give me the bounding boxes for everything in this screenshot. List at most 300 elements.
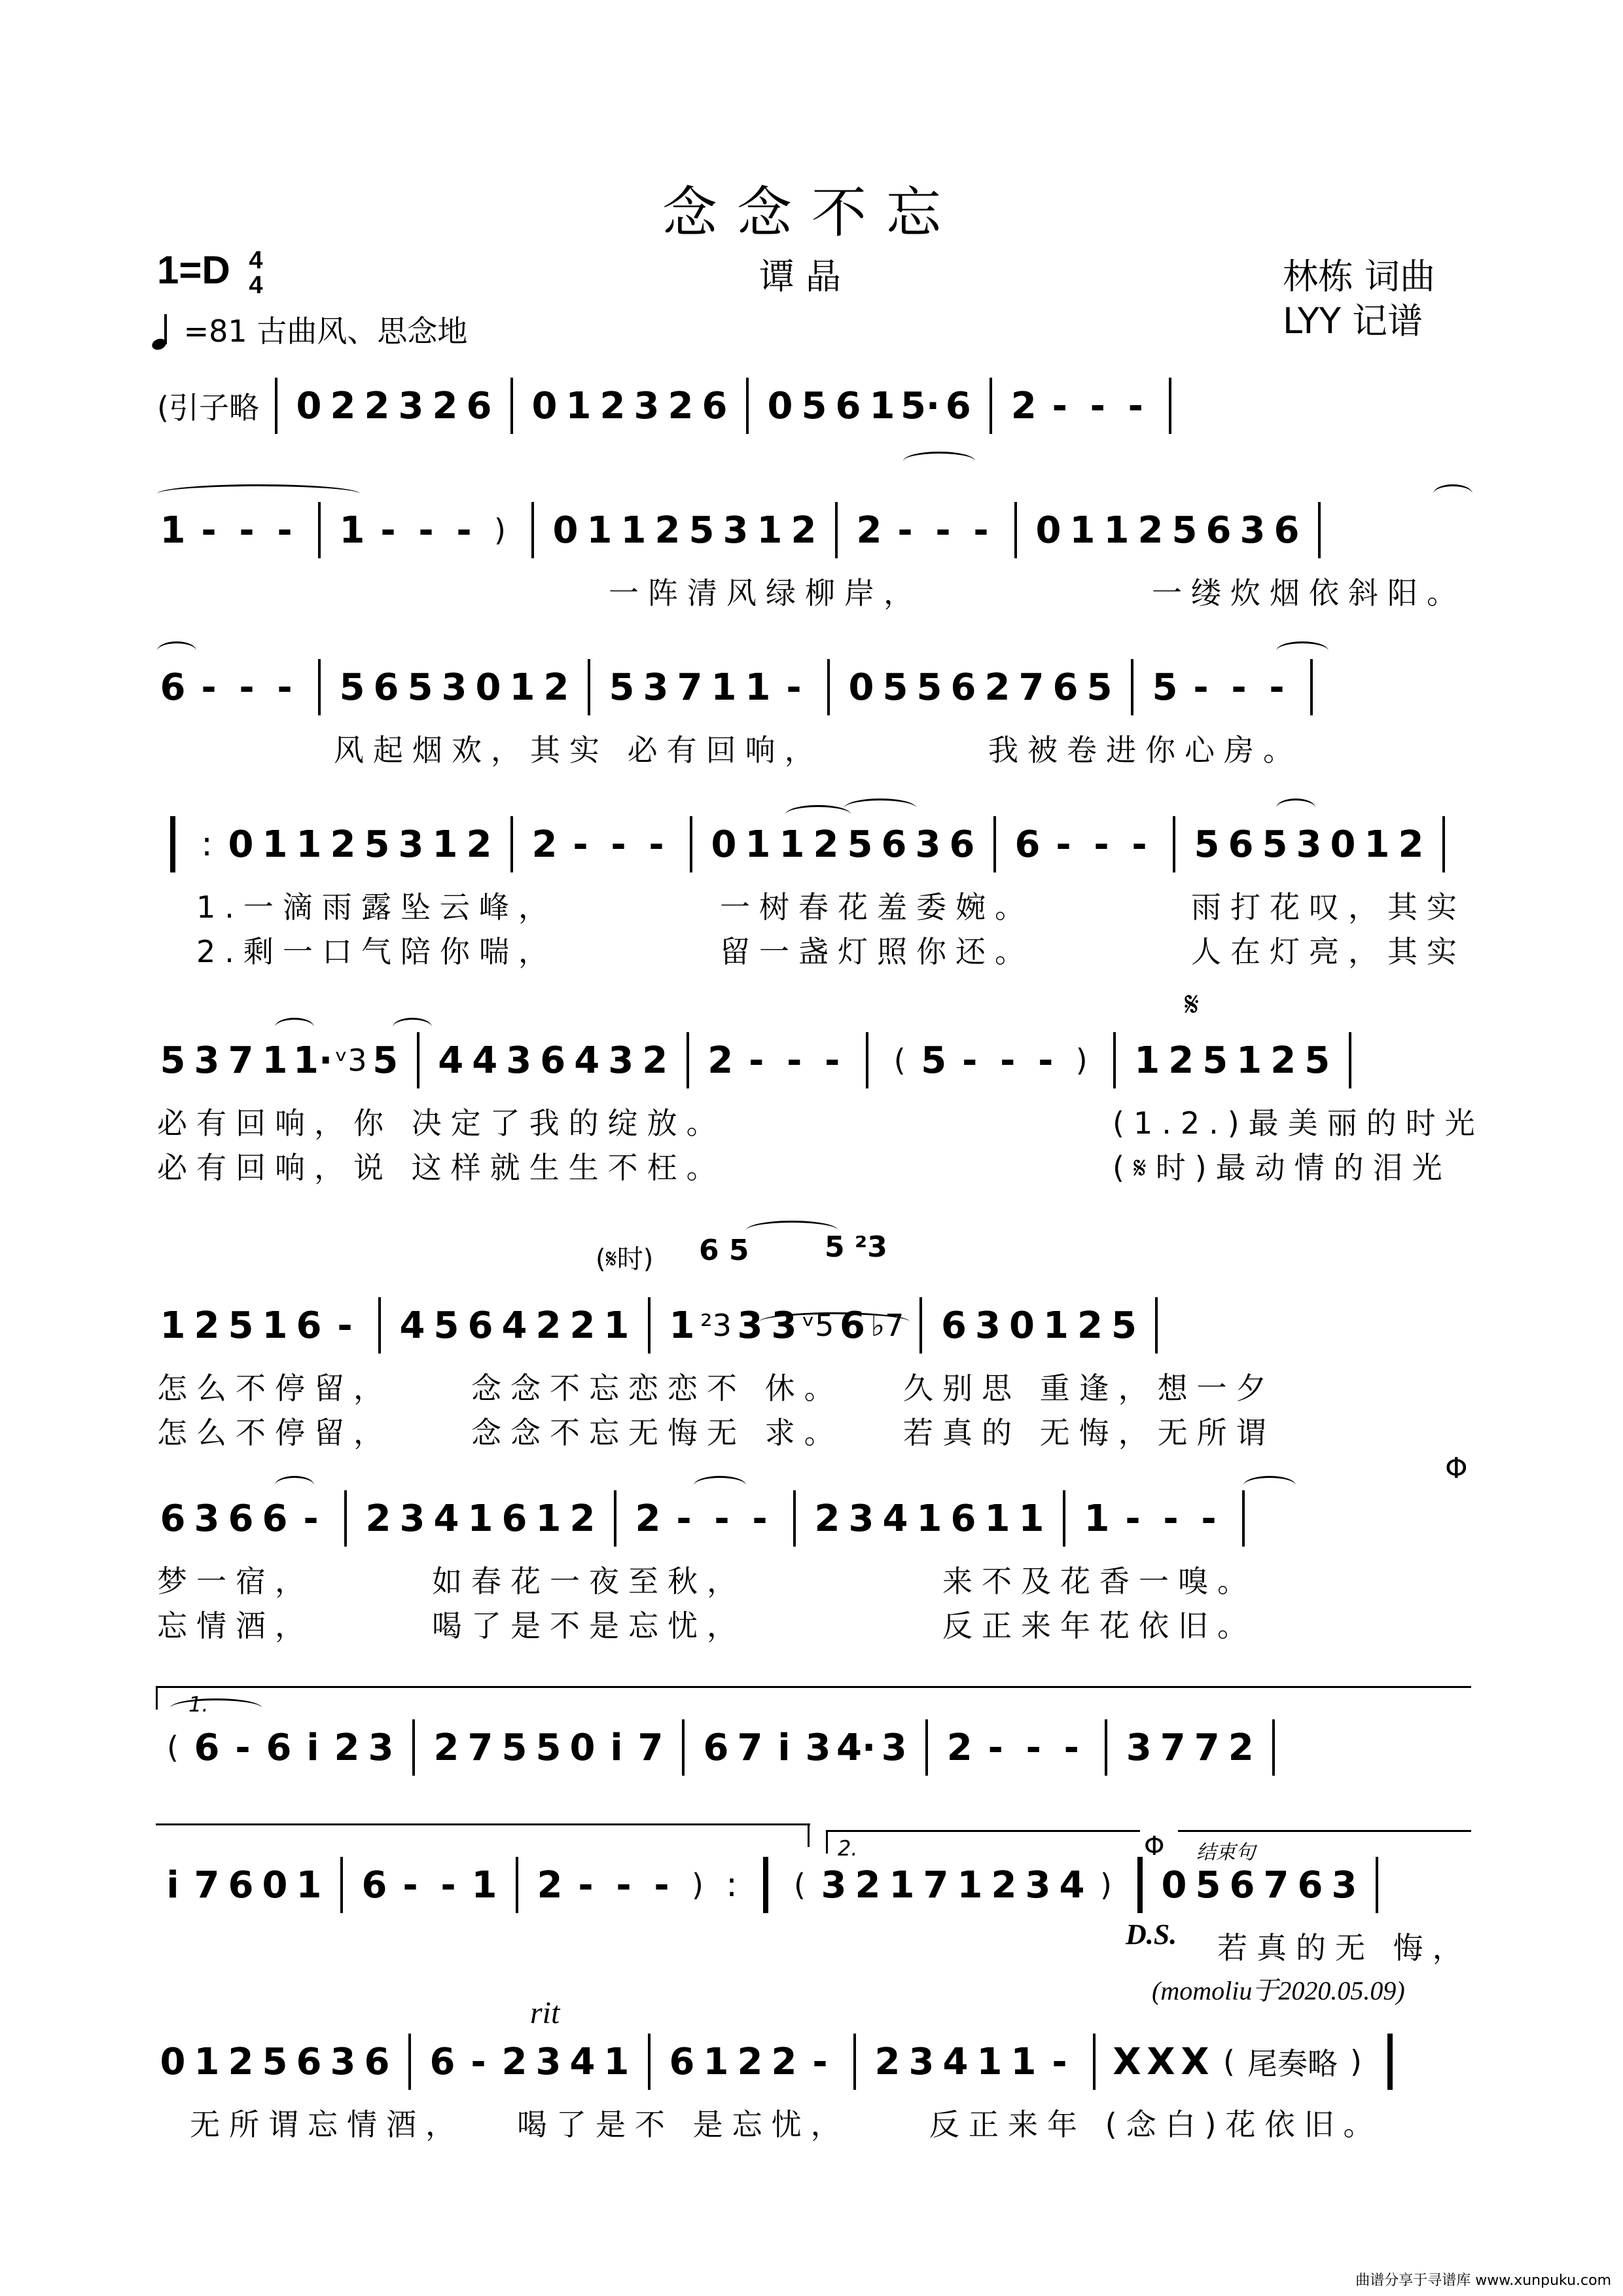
note: 7 [1194,1726,1220,1769]
note: 2 [874,2040,901,2083]
note: 1 [669,1304,695,1347]
lyric-line: 念念不忘无悔无 求。 [471,1415,844,1450]
note: 0 [1161,1863,1187,1907]
note: 6 [296,1304,322,1347]
note: 5 [882,666,908,709]
note: 1 [1364,823,1390,866]
note: 1 [984,1497,1010,1540]
lyric-line: 一树春花羞委婉。 [720,889,1034,925]
bar-line [318,502,321,558]
bar-line [1169,378,1171,434]
sustain-dash: - [235,1726,251,1769]
note: 3 [330,2040,356,2083]
note: ) [1075,1043,1088,1078]
lyric-line: 雨打花叹，其实 [1191,889,1466,925]
note: 6 [702,384,728,427]
lyric-line: 如春花一夜至秋， [432,1564,746,1599]
time-signature [249,248,262,298]
volta-2-line [826,1830,1140,1832]
sustain-dash: - [935,509,951,552]
note: 3 [368,1726,394,1769]
note-sequence [156,1028,1471,1093]
note: 5 [1086,666,1113,709]
bar-line [1105,1719,1107,1776]
lyric-line: 人在灯亮，其实 [1191,934,1466,969]
note: 1 [509,666,535,709]
note: 4 [574,1039,600,1082]
note: 2 [1077,1304,1103,1347]
note: 1 [262,1304,288,1347]
lyric-line: 喝了是不 是忘忧， [517,2107,850,2142]
note: 0 [1008,1304,1035,1347]
note: 3 [881,1726,907,1769]
note: 5 [372,1039,399,1082]
note: 2 [535,1304,562,1347]
tempo-text: =81 古曲风、思念地 [183,314,468,349]
slur-arc [1243,1476,1296,1495]
note: 1 [1069,509,1096,552]
note: ᵛ5 [802,1308,834,1343]
sustain-dash: - [1026,1726,1041,1769]
note: 3 [974,1304,1001,1347]
note: 0 [262,1863,288,1907]
bar-line [588,659,590,715]
sustain-dash: - [380,509,396,552]
note: 2 [334,1726,360,1769]
score-line-9 [156,1852,1471,1918]
note-sequence [156,1486,1471,1551]
sustain-dash: - [239,509,255,552]
note: 6 [228,1497,254,1540]
note: 6 [467,1304,493,1347]
note: 3 [915,823,941,866]
sustain-dash: - [456,509,472,552]
note-sequence [156,373,1471,439]
note: 0 [569,1726,596,1769]
volta-2-hook [826,1830,828,1854]
lyric-line: 我被卷进你心房。 [988,732,1302,768]
note: X [1113,2040,1141,2083]
note: 2 [330,384,356,427]
time-bottom: 4 [249,272,263,300]
sustain-dash: - [1125,1497,1141,1540]
note: 5 [921,1039,947,1082]
note: 4 [501,1304,527,1347]
note: 2 [433,1726,459,1769]
quarter-note-icon [151,312,174,351]
lyric-line: 若真的 无悔，无所谓 [903,1415,1275,1450]
note: 1 [160,509,186,552]
note: i [777,1726,791,1769]
note: 7 [637,1726,664,1769]
note: ♭7 [870,1308,904,1343]
note: 1 [471,1863,497,1907]
note: 1 [339,509,365,552]
note: 6 [364,2040,390,2083]
note: 2 [194,1304,220,1347]
bar-line [1113,1032,1116,1088]
note: 3 [821,1863,847,1907]
site-footer: 曲谱分享于寻谱库 www.xunpuku.com [1355,2272,1611,2289]
lyric-line: 喝了是不是忘忧， [432,1608,746,1643]
note: 3 [608,1039,634,1082]
note: 5 [1111,1304,1137,1347]
note-sequence [156,497,1471,563]
note: 0 [711,823,737,866]
note: 7 [194,1863,220,1907]
bar-line [1442,816,1445,872]
note: 6 [296,2040,322,2083]
lyric-line: 必有回响，你 决定了我的绽放。 [157,1105,726,1141]
note: 0 [1035,509,1061,552]
singer: 谭 晶 [759,256,842,297]
note: 2 [946,1726,972,1769]
note: 6 [373,666,399,709]
slur-arc [746,1221,838,1240]
sustain-dash: - [973,509,989,552]
bar-line [1093,2034,1096,2090]
lyric-line: 留一盏灯照你还。 [720,934,1034,969]
note: 6 [945,384,971,427]
bar-line [690,816,692,872]
sustain-dash: - [1052,384,1067,427]
coda-bracket-line [1178,1830,1471,1832]
note: 2 [1137,509,1164,552]
sustain-dash: - [786,666,802,709]
note: 3 [643,666,669,709]
bar-line [827,659,830,715]
note: 2 [771,2040,797,2083]
bar-line [531,502,534,558]
note: 2 [531,823,558,866]
note: 2 [365,1497,391,1540]
note: ²3 [700,1308,732,1343]
note: X [1147,2040,1175,2083]
lyric-line: 一阵清风绿柳岸， [609,575,923,611]
sustain-dash: - [201,509,217,552]
note: 2 [991,1863,1017,1907]
note: 1 [1010,2040,1037,2083]
bar-line [510,378,513,434]
alt-notes-b: 5 ²3 [825,1230,887,1264]
note: 0 [1330,823,1356,866]
bar-line [1242,1490,1245,1547]
note: 6 [881,823,907,866]
note: ( [1223,2044,1235,2079]
note: 1 [745,666,771,709]
note: 3 [1240,509,1266,552]
note: 2 [635,1497,661,1540]
lyric-line: 忘情酒， [157,1608,314,1643]
note: 6 [950,666,976,709]
repeat-dots: : [201,825,213,864]
sustain-dash: - [825,1039,840,1082]
note: 2 [569,1304,596,1347]
sustain-dash: - [1063,1726,1079,1769]
note: 0 [160,2040,186,2083]
score-line-3 [156,655,1471,720]
bar-line [1387,2034,1393,2090]
note: 1 [620,509,647,552]
sustain-dash: - [440,1863,456,1907]
note: 6 [940,1304,967,1347]
lyric-line: (1.2.)最美丽的时光 [1113,1105,1484,1141]
sustain-dash: - [1094,823,1109,866]
note: 5· [900,384,940,427]
note: 5 [535,1726,562,1769]
volta-1-hook [156,1686,158,1710]
note: 1 [535,1497,562,1540]
bar-line [648,1297,651,1354]
note: 2 [364,384,390,427]
note: 1 [916,1497,942,1540]
note: 1 [432,823,458,866]
note: 4 [1059,1863,1085,1907]
note-sequence [156,1852,1471,1918]
note: 2 [856,509,882,552]
note: 6 [835,384,861,427]
note: 7 [1263,1863,1289,1907]
note: 1 [1043,1304,1069,1347]
note: 2 [330,823,356,866]
note: 3 [722,509,749,552]
score-line-10 [156,2029,1471,2094]
slur-arc [903,452,975,471]
note: 5 [364,823,390,866]
sustain-dash: - [1269,666,1285,709]
sustain-dash: - [578,1863,594,1907]
bar-line [993,816,996,872]
note: 2 [432,384,458,427]
sustain-dash: - [787,1039,802,1082]
lyric-line: 必有回响，说 这样就生生不枉。 [157,1150,726,1185]
sustain-dash: - [337,1304,353,1347]
tempo-marking [151,308,467,351]
note: 7 [923,1863,949,1907]
segno-mark: 𝄋 [1185,985,1200,1024]
note: 1 [586,509,613,552]
sustain-dash: - [471,2040,486,2083]
note: ) [1100,1867,1112,1903]
note: 1 [757,509,783,552]
sustain-dash: - [1193,666,1209,709]
note: 2 [501,2040,527,2083]
sustain-dash: - [676,1497,692,1540]
note: 3 [1025,1863,1051,1907]
note: 2 [813,823,839,866]
lyric-line: 怎么不停留， [157,1371,393,1406]
note: 2 [707,1039,734,1082]
note: 3 [771,1304,797,1347]
volta-1-line [156,1686,1471,1688]
note: X [1181,2040,1209,2083]
sustain-dash: - [1128,384,1143,427]
note: 3 [194,1039,220,1082]
repeat-dots: : [726,1865,738,1905]
note: 6 [540,1039,566,1082]
sustain-dash: - [897,509,913,552]
note: 6 [160,666,186,709]
bar-line [682,1719,685,1776]
note: 6 [703,1726,729,1769]
song-title: 念念不忘 [662,181,961,245]
bar-line [990,378,992,434]
note: 3 [1331,1863,1357,1907]
bar-line [925,1719,928,1776]
note: 0 [767,384,793,427]
bar-line [1272,1719,1275,1776]
score-line-5 [156,1028,1471,1093]
sustain-dash: - [239,666,255,709]
note: 0 [531,384,558,427]
note: 4 [433,1497,459,1540]
note-sequence [156,655,1471,720]
note: 0 [228,823,254,866]
note: 2 [1168,1039,1194,1082]
bar-line [1014,502,1017,558]
note: 3 [633,384,660,427]
sustain-dash: - [277,509,293,552]
sustain-dash: - [654,1863,669,1907]
lyric-line: 无所谓忘情酒， [190,2107,465,2142]
note: 1 [711,666,737,709]
ending-1-label: 1. [188,1692,209,1717]
key-signature [157,247,263,298]
time-top: 4 [249,247,263,275]
note: 1 [262,823,288,866]
note: 1 [467,1497,493,1540]
note: 2 [642,1039,668,1082]
note: 2 [569,1497,596,1540]
note: 3 [1126,1726,1152,1769]
note: i [610,1726,623,1769]
note: 2 [599,384,626,427]
bar-line [275,378,277,434]
bar-line [1131,659,1133,715]
note: 1 [603,2040,630,2083]
note: 5 [688,509,715,552]
sustain-dash: - [1231,666,1247,709]
note: 3 [908,2040,935,2083]
note: 5 [228,1304,254,1347]
note: 3 [848,1497,874,1540]
note: 4 [399,1304,425,1347]
lyric-line: 1.一滴雨露坠云峰， [196,889,558,925]
note: 4 [942,2040,969,2083]
bar-line [763,1857,768,1913]
note: 6 [949,823,975,866]
note: 1 [745,823,771,866]
note: ( [167,1730,179,1765]
note: 2 [855,1863,881,1907]
sustain-dash: - [749,1039,764,1082]
note: ) [692,1867,704,1903]
sustain-dash: - [1090,384,1105,427]
note: ( [794,1867,806,1903]
bar-line [687,1032,689,1088]
note: 3 [535,2040,562,2083]
note: 1 [296,823,322,866]
note: ) [1350,2044,1362,2079]
note: 6 [466,384,492,427]
note: 2 [1010,384,1037,427]
sustain-dash: - [402,1863,418,1907]
note: 6 [429,2040,455,2083]
note: i [166,1863,179,1907]
note: 1 [194,2040,220,2083]
bar-line [1310,659,1313,715]
bar-line [510,816,513,872]
lyric-line: 怎么不停留， [157,1415,393,1450]
bar-line [1063,1490,1065,1547]
note: 1 [976,2040,1003,2083]
bar-line [1173,816,1175,872]
sustain-dash: - [1052,2040,1067,2083]
lyric-line: 一缕炊烟依斜阳。 [1152,575,1466,611]
sustain-dash: - [1163,1497,1179,1540]
note: 2 [228,2040,254,2083]
note: 5 [1202,1039,1228,1082]
sustain-dash: - [752,1497,768,1540]
note: 1· [293,1039,333,1082]
bar-line [408,2034,411,2090]
sustain-dash: - [611,823,626,866]
note: ( [893,1043,906,1078]
note: 1 [1018,1497,1044,1540]
note: ) [494,512,506,548]
slur-arc [157,641,196,660]
note: 7 [737,1726,763,1769]
sustain-dash: - [277,666,293,709]
ending-2-label: 2. [838,1836,858,1861]
bar-line [614,1490,616,1547]
lyric-line: 来不及花香一嗅。 [942,1564,1257,1599]
note: 6 [1228,823,1254,866]
note: 尾奏略 [1247,2046,1338,2081]
note: 0 [475,666,501,709]
key-text: 1=D [157,248,230,292]
note: 1 [565,384,592,427]
note: 1 [160,1304,186,1347]
lyric-line: 梦一宿， [157,1564,314,1599]
final-phrase-label: 结束句 [1196,1841,1255,1864]
note: 4 [438,1039,464,1082]
score-line-1 [156,373,1471,439]
note: 3 [441,666,467,709]
bar-line [516,1857,518,1913]
note: 3 [805,1726,831,1769]
sustain-dash: - [988,1726,1003,1769]
sustain-dash: - [201,666,217,709]
note: 6 [266,1726,292,1769]
note: 6 [160,1497,186,1540]
coda-mark-2: Φ [1144,1831,1165,1861]
note: 6 [1229,1863,1255,1907]
slur-arc [275,1018,314,1037]
note: 2 [668,384,694,427]
note: 1 [869,384,895,427]
score-line-7 [156,1486,1471,1551]
volta-1-end-hook [808,1823,810,1847]
note: 6 [1205,509,1232,552]
note: 5 [262,2040,288,2083]
note: 5 [801,384,827,427]
rit-mark: rit [530,1996,560,2030]
slur-arc [275,1476,314,1495]
bar-line [378,1297,381,1354]
note: (引子略 [157,390,259,425]
volta-1-end-line [156,1823,810,1825]
